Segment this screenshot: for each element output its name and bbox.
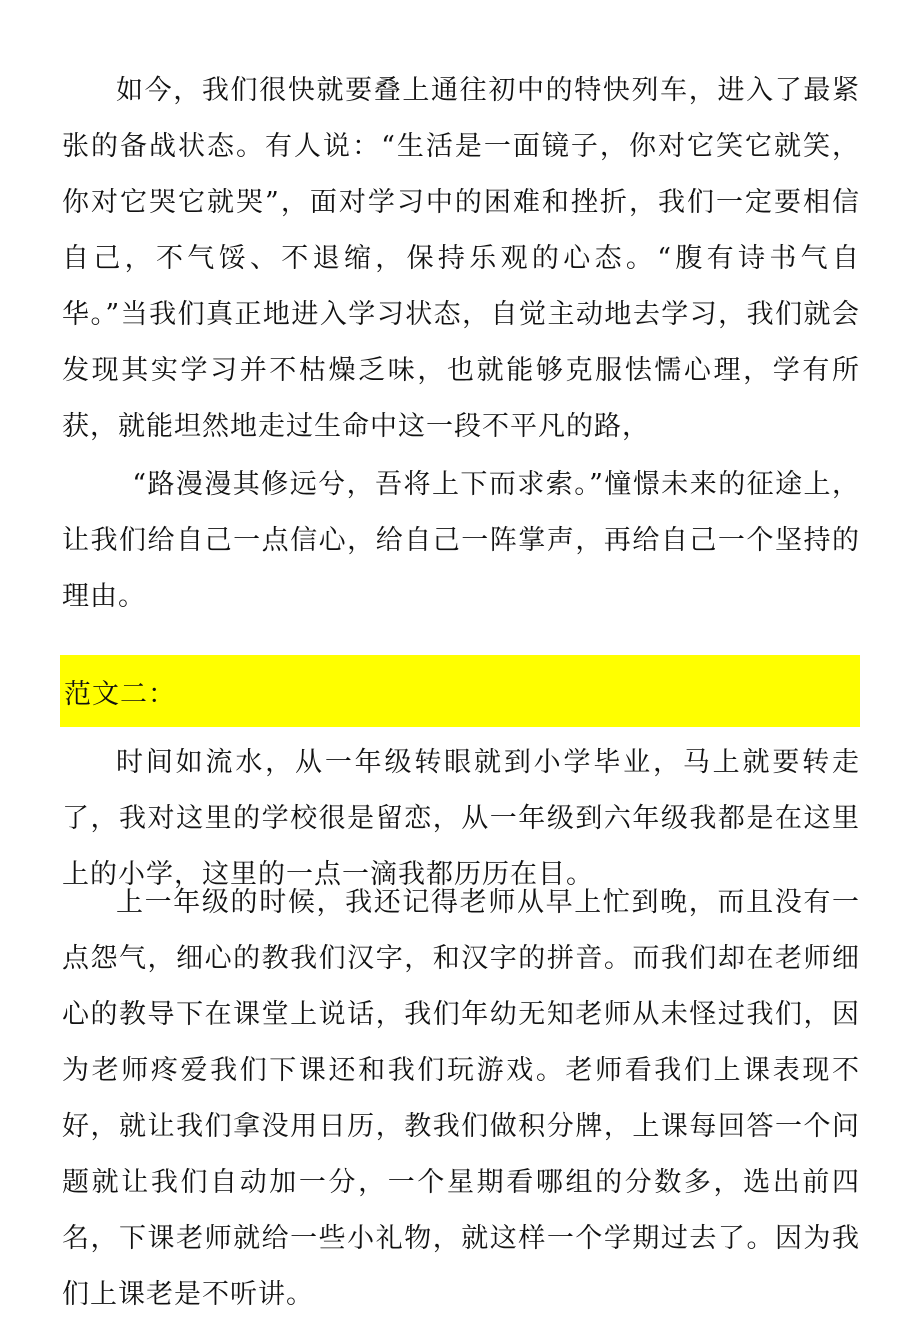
section-heading-highlight [60,655,860,727]
paragraph: 上一年级的时候，我还记得老师从早上忙到晚，而且没有一点怨气，细心的教我们汉字，和汉字的拼音。而我们却在老师细心的教导下在课堂上说话，我们年幼无知老师从未怪过我们，因为老师疼爱我们下课还和我们玩游戏。老师看我们上课表现不好，就让我们拿没用日历，教我们做积分牌，上课每回答一个问题就让我们自动加一分，一个星期看哪组的分数多，选出前四名，下课老师就给一些小礼物，就这样一个学期过去了。因为我们上课老是不听讲。 [62,887,860,1310]
section-heading: 范文二： [64,679,176,710]
paragraph: 如今，我们很快就要叠上通往初中的特快列车，进入了最紧张的备战状态。有人说：“生活是一面镜子，你对它笑它就笑，你对它哭它就哭”，面对学习中的困难和挫折，我们一定要相信自己，不气馁、不退缩，保持乐观的心态。“腹有诗书气自华。”当我们真正地进入学习状态，自觉主动地去学习，我们就会发现其实学习并不枯燥乏味，也就能够克服怯懦心理，学有所获，就能坦然地走过生命中这一段不平凡的路， [62,75,860,442]
paragraph: “路漫漫其修远兮，吾将上下而求索。”憧憬未来的征途上，让我们给自己一点信心，给自己一阵掌声，再给自己一个坚持的理由。 [62,469,860,612]
paragraph: 时间如流水，从一年级转眼就到小学毕业，马上就要转走了，我对这里的学校很是留恋，从一年级到六年级我都是在这里上的小学，这里的一点一滴我都历历在目。 [62,747,860,890]
